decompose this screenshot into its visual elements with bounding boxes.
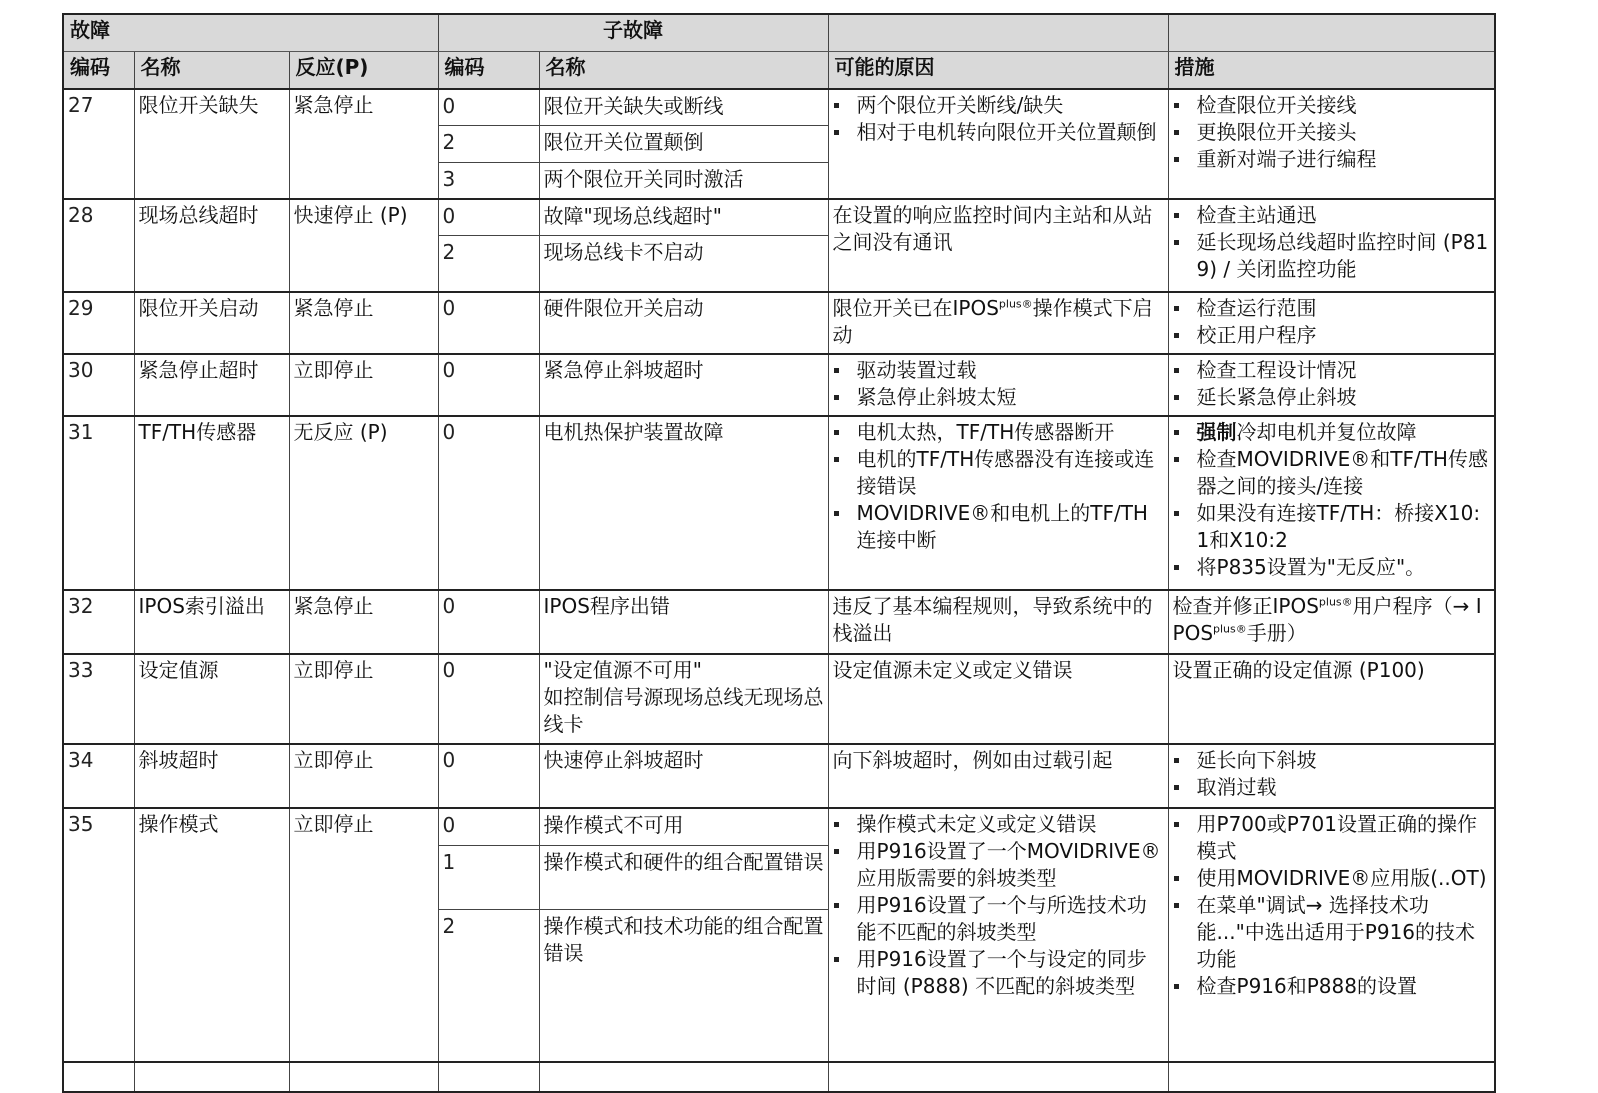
- measure-text: 冷却电机并复位故障: [1236, 420, 1417, 444]
- fault-causes: [828, 89, 1168, 199]
- fault-measures: [1168, 744, 1495, 808]
- empty-cell: [1168, 1062, 1495, 1092]
- header-sub-code: 编码: [438, 52, 539, 90]
- measure-item: [1173, 419, 1491, 446]
- empty-cell: [539, 1062, 828, 1092]
- subfault-name: 限位开关缺失或断线: [539, 89, 828, 125]
- header-measure-blank: [1168, 14, 1495, 52]
- fault-reaction: 快速停止 (P): [289, 199, 438, 292]
- subfault-code: 2: [438, 235, 539, 292]
- fault-code: 28: [63, 199, 134, 292]
- cause-item: 相对于电机转向限位开关位置颠倒: [833, 119, 1164, 146]
- cause-text: 限位开关已在IPOS: [832, 296, 999, 320]
- header-name: 名称: [134, 52, 289, 90]
- subfault-name: IPOS程序出错: [539, 590, 828, 654]
- cause-item: 驱动装置过载: [833, 357, 1164, 384]
- subfault-code: 0: [438, 292, 539, 354]
- subfault-name: 硬件限位开关启动: [539, 292, 828, 354]
- fault-name: 紧急停止超时: [134, 354, 289, 416]
- fault-name: 斜坡超时: [134, 744, 289, 808]
- fault-name: 限位开关缺失: [134, 89, 289, 199]
- fault-code: 30: [63, 354, 134, 416]
- subfault-name: 操作模式和技术功能的组合配置错误: [539, 909, 828, 1062]
- subfault-name: 故障"现场总线超时": [539, 199, 828, 235]
- fault-cause: 在设置的响应监控时间内主站和从站之间没有通讯: [828, 199, 1168, 292]
- table-row: [63, 354, 1495, 416]
- measure-item: 延长向下斜坡: [1173, 747, 1491, 774]
- fault-measures: [1168, 354, 1495, 416]
- fault-measures: [1168, 89, 1495, 199]
- measure-text: 手册）: [1246, 621, 1307, 645]
- superscript-plus: plus®: [1318, 595, 1353, 609]
- fault-cause: 设定值源未定义或定义错误: [828, 654, 1168, 744]
- subfault-title: "设定值源不可用": [543, 658, 702, 682]
- measure-item: 更换限位开关接头: [1173, 119, 1491, 146]
- subfault-code: 0: [438, 199, 539, 235]
- measure-text: 用户程序（→ IPOS: [1172, 594, 1482, 645]
- subfault-code: 2: [438, 125, 539, 162]
- subfault-name: 电机热保护装置故障: [539, 416, 828, 590]
- cause-item: 用P916设置了一个与设定的同步时间 (P888) 不匹配的斜坡类型: [833, 946, 1164, 1000]
- subfault-name: 两个限位开关同时激活: [539, 162, 828, 199]
- fault-reaction: 立即停止: [289, 354, 438, 416]
- header-measure: 措施: [1168, 52, 1495, 90]
- subfault-code: 0: [438, 654, 539, 744]
- fault-measures: [1168, 808, 1495, 1062]
- subfault-code: 3: [438, 162, 539, 199]
- empty-cell: [289, 1062, 438, 1092]
- cause-item: MOVIDRIVE®和电机上的TF/TH连接中断: [833, 500, 1164, 554]
- fault-code: 29: [63, 292, 134, 354]
- subfault-code: 1: [438, 845, 539, 909]
- header-fault-group: 故障: [63, 14, 438, 52]
- subfault-name: 紧急停止斜坡超时: [539, 354, 828, 416]
- fault-reaction: 紧急停止: [289, 590, 438, 654]
- subfault-name: 快速停止斜坡超时: [539, 744, 828, 808]
- measure-item: 检查工程设计情况: [1173, 357, 1491, 384]
- table-row: [63, 590, 1495, 654]
- fault-measures: [1168, 292, 1495, 354]
- fault-name: 限位开关启动: [134, 292, 289, 354]
- subfault-code: 0: [438, 416, 539, 590]
- fault-table-page: [62, 13, 1494, 1093]
- empty-cell: [63, 1062, 134, 1092]
- fault-name: 操作模式: [134, 808, 289, 1062]
- table-row: [63, 808, 1495, 845]
- subfault-code: 2: [438, 909, 539, 1062]
- fault-code: 32: [63, 590, 134, 654]
- measure-item: 校正用户程序: [1173, 322, 1491, 349]
- subfault-name: 现场总线卡不启动: [539, 235, 828, 292]
- header-cause-blank: [828, 14, 1168, 52]
- fault-measure: [1168, 590, 1495, 654]
- table-row: [63, 292, 1495, 354]
- fault-causes: [828, 354, 1168, 416]
- measure-item: 检查主站通迅: [1173, 202, 1491, 229]
- table-row-continuation: [63, 1062, 1495, 1092]
- fault-cause: [828, 292, 1168, 354]
- header-reaction: 反应(P): [289, 52, 438, 90]
- measure-item: 检查MOVIDRIVE®和TF/TH传感器之间的接头/连接: [1173, 446, 1491, 500]
- table-row: [63, 416, 1495, 590]
- header-subfault-group: 子故障: [438, 14, 828, 52]
- fault-code: 35: [63, 808, 134, 1062]
- fault-code: 31: [63, 416, 134, 590]
- emphasis-text: 强制: [1196, 420, 1237, 444]
- cause-item: 用P916设置了一个MOVIDRIVE®应用版需要的斜坡类型: [833, 838, 1164, 892]
- fault-code: 34: [63, 744, 134, 808]
- fault-reaction: 立即停止: [289, 808, 438, 1062]
- measure-item: 重新对端子进行编程: [1173, 146, 1491, 173]
- measure-item: 如果没有连接TF/TH：桥接X10:1和X10:2: [1173, 500, 1491, 554]
- fault-reaction: 紧急停止: [289, 89, 438, 199]
- table-row: [63, 199, 1495, 235]
- fault-causes: [828, 808, 1168, 1062]
- subfault-code: 0: [438, 808, 539, 845]
- cause-item: 紧急停止斜坡太短: [833, 384, 1164, 411]
- table-row: [63, 654, 1495, 744]
- fault-code: 27: [63, 89, 134, 199]
- fault-measures: [1168, 199, 1495, 292]
- cause-item: 用P916设置了一个与所选技术功能不匹配的斜坡类型: [833, 892, 1164, 946]
- fault-reaction: 立即停止: [289, 744, 438, 808]
- cause-text: 操作模式下启动: [832, 296, 1153, 347]
- cause-item: 电机的TF/TH传感器没有连接或连接错误: [833, 446, 1164, 500]
- header-columns-row: [63, 52, 1495, 90]
- table-row: [63, 744, 1495, 808]
- header-group-row: [63, 14, 1495, 52]
- fault-name: 现场总线超时: [134, 199, 289, 292]
- subfault-code: 0: [438, 590, 539, 654]
- fault-code: 33: [63, 654, 134, 744]
- subfault-code: 0: [438, 354, 539, 416]
- cause-item: 操作模式未定义或定义错误: [833, 811, 1164, 838]
- superscript-plus: plus®: [1213, 622, 1247, 636]
- measure-item: 检查P916和P888的设置: [1173, 973, 1491, 1000]
- measure-item: 延长现场总线超时监控时间 (P819) / 关闭监控功能: [1173, 229, 1491, 283]
- fault-name: TF/TH传感器: [134, 416, 289, 590]
- fault-table: [62, 13, 1496, 1093]
- subfault-code: 0: [438, 89, 539, 125]
- subfault-name: 操作模式不可用: [539, 808, 828, 845]
- fault-measure: 设置正确的设定值源 (P100): [1168, 654, 1495, 744]
- subfault-name: 操作模式和硬件的组合配置错误: [539, 845, 828, 909]
- empty-cell: [828, 1062, 1168, 1092]
- subfault-detail: 如控制信号源现场总线无现场总线卡: [543, 685, 824, 736]
- measure-item: 检查限位开关接线: [1173, 92, 1491, 119]
- measure-item: 将P835设置为"无反应"。: [1173, 554, 1491, 581]
- measure-item: 使用MOVIDRIVE®应用版(..OT): [1173, 865, 1491, 892]
- header-code: 编码: [63, 52, 134, 90]
- measure-item: 延长紧急停止斜坡: [1173, 384, 1491, 411]
- header-cause: 可能的原因: [828, 52, 1168, 90]
- fault-cause: 向下斜坡超时，例如由过载引起: [828, 744, 1168, 808]
- subfault-code: 0: [438, 744, 539, 808]
- measure-text: 检查并修正IPOS: [1172, 594, 1319, 618]
- cause-item: 电机太热，TF/TH传感器断开: [833, 419, 1164, 446]
- fault-name: IPOS索引溢出: [134, 590, 289, 654]
- empty-cell: [134, 1062, 289, 1092]
- fault-name: 设定值源: [134, 654, 289, 744]
- fault-reaction: 立即停止: [289, 654, 438, 744]
- fault-measures: [1168, 416, 1495, 590]
- fault-cause: 违反了基本编程规则，导致系统中的栈溢出: [828, 590, 1168, 654]
- measure-item: 取消过载: [1173, 774, 1491, 801]
- cause-item: 两个限位开关断线/缺失: [833, 92, 1164, 119]
- fault-reaction: 无反应 (P): [289, 416, 438, 590]
- table-row: [63, 89, 1495, 125]
- measure-item: 用P700或P701设置正确的操作模式: [1173, 811, 1491, 865]
- subfault-name: 限位开关位置颠倒: [539, 125, 828, 162]
- measure-item: 在菜单"调试→ 选择技术功能..."中选出适用于P916的技术功能: [1173, 892, 1491, 973]
- fault-reaction: 紧急停止: [289, 292, 438, 354]
- header-sub-name: 名称: [539, 52, 828, 90]
- subfault-name: [539, 654, 828, 744]
- superscript-plus: plus®: [998, 297, 1033, 311]
- fault-causes: [828, 416, 1168, 590]
- empty-cell: [438, 1062, 539, 1092]
- measure-item: 检查运行范围: [1173, 295, 1491, 322]
